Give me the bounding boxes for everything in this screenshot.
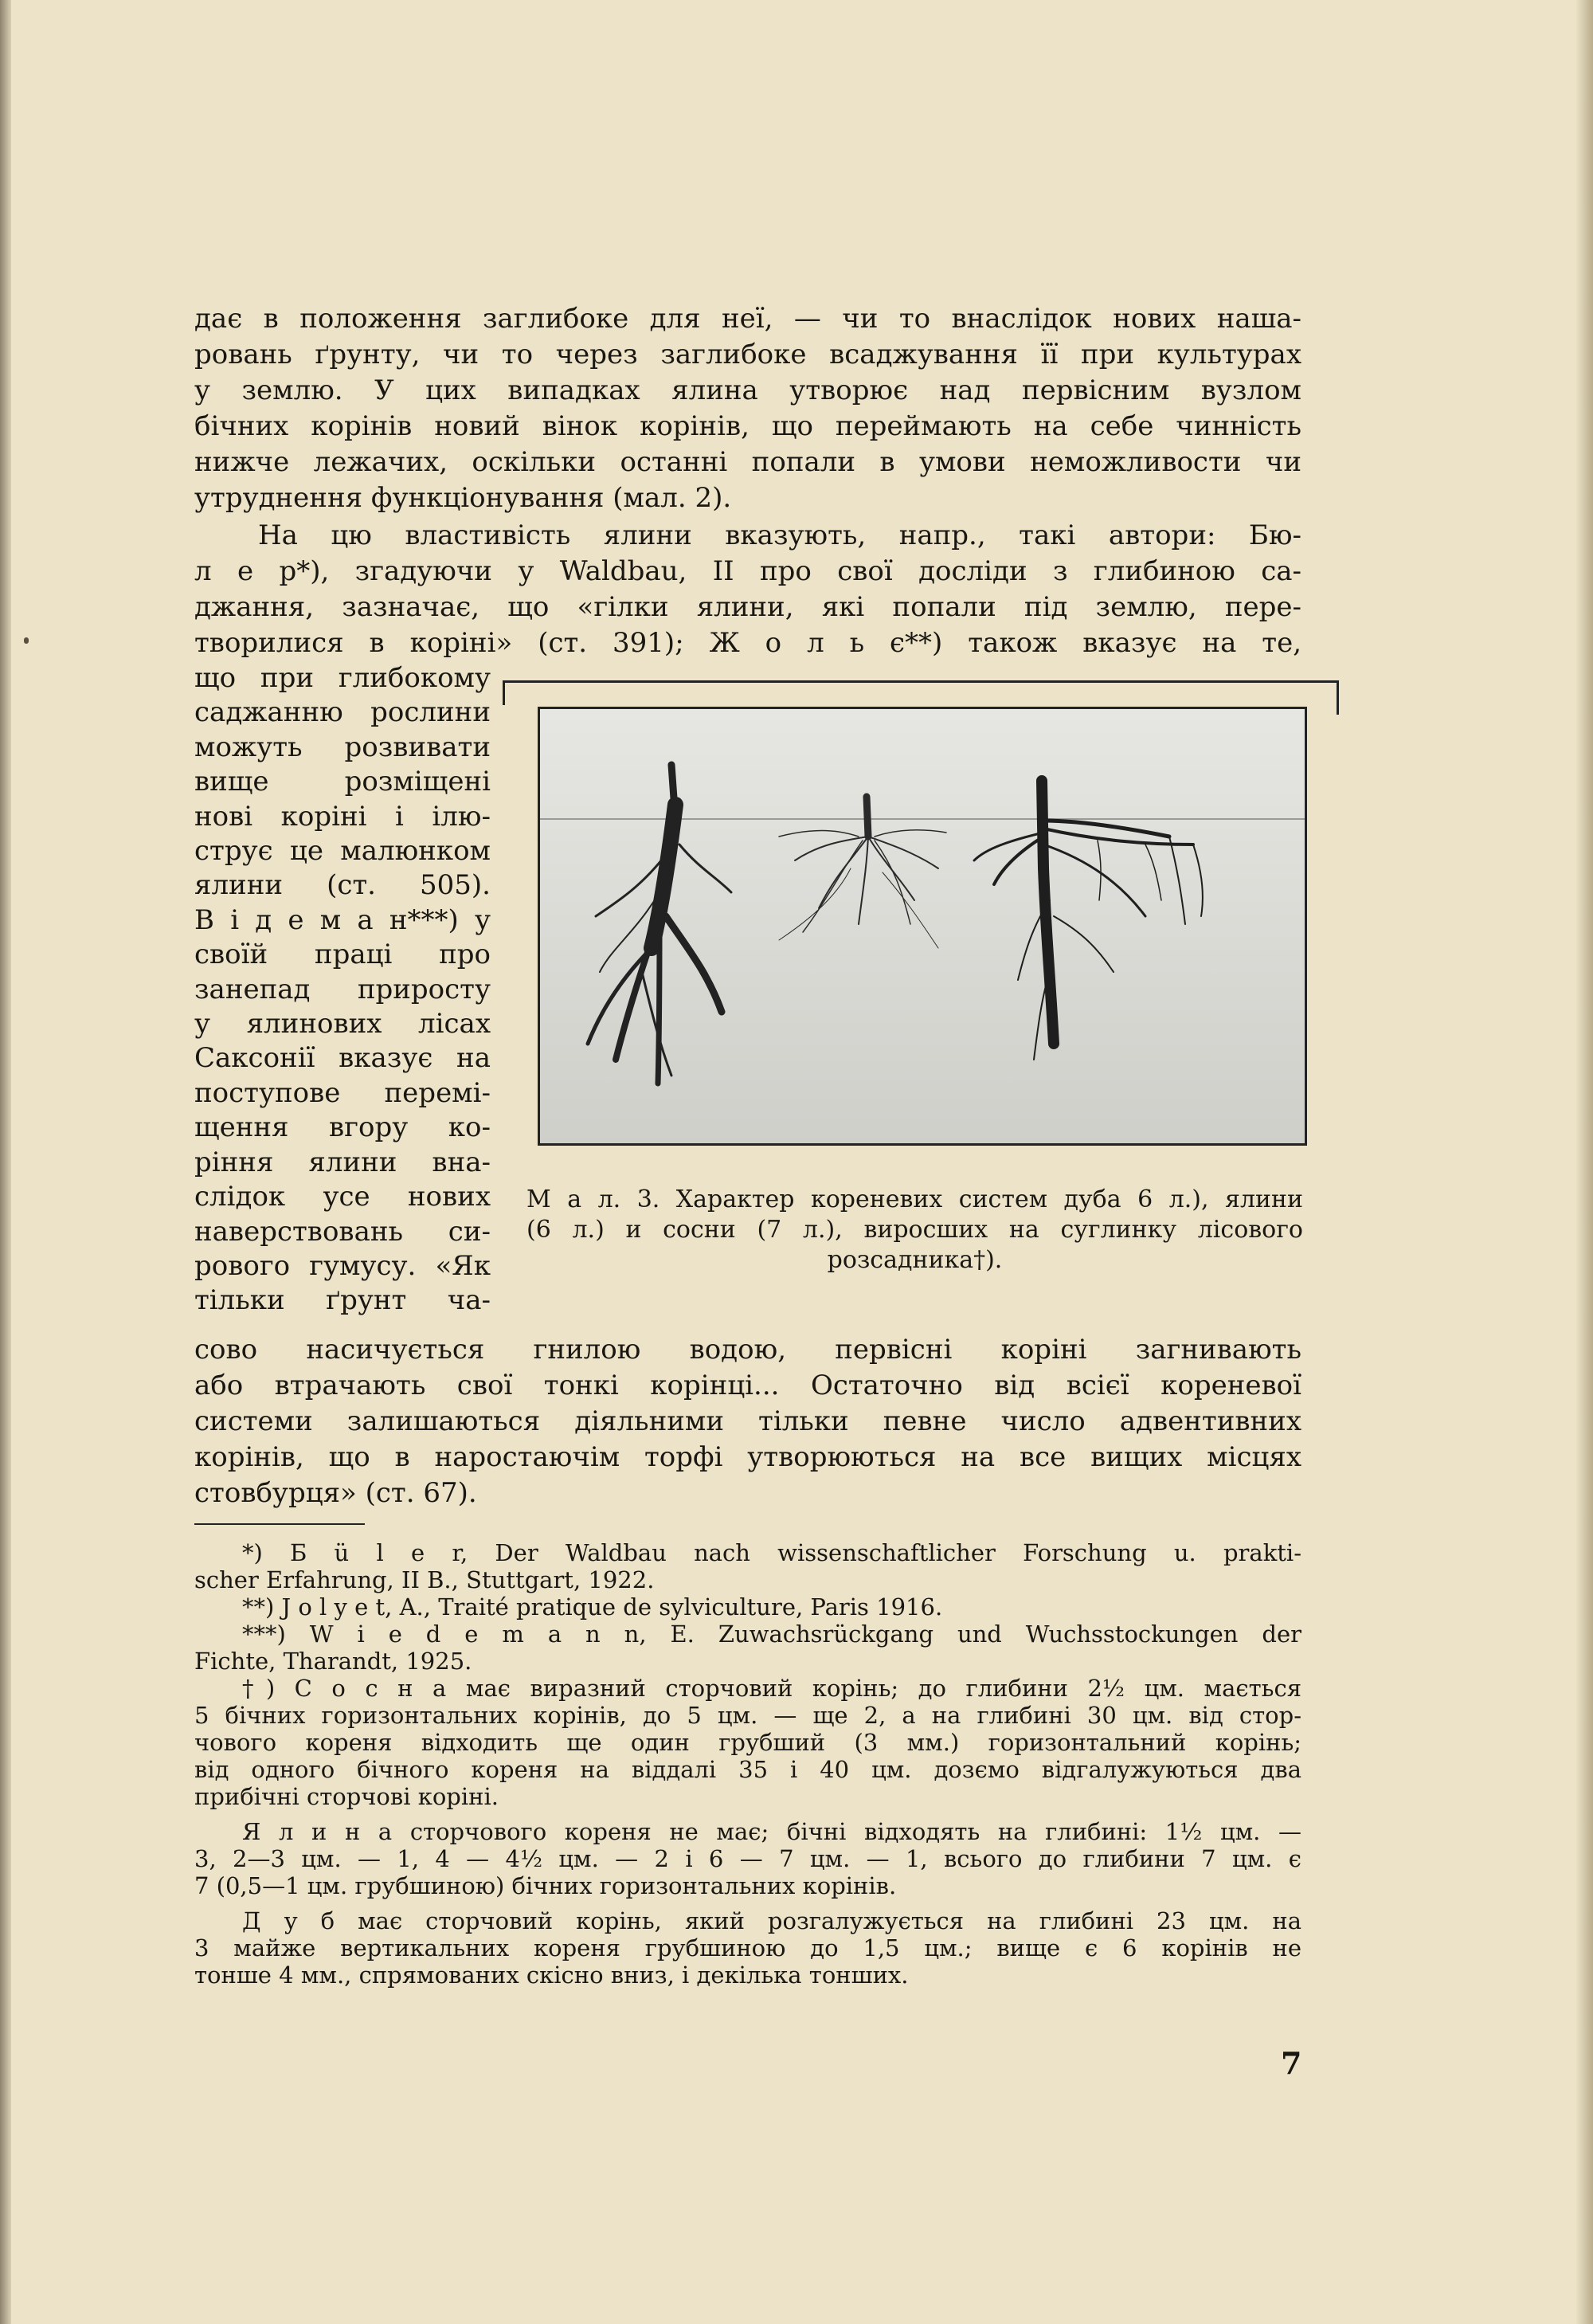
text-line: джання, зазначає, що «гілки ялини, які попали під землю, пере- <box>194 591 1301 623</box>
root-systems-illustration <box>540 709 1305 1143</box>
wrapped-text-column <box>194 661 491 1319</box>
text-line: сово насичується гнилою водою, первісні коріні загнивають <box>194 1334 1301 1366</box>
text-line: саджанню рослини <box>194 696 491 729</box>
page-number: 7 <box>1281 2045 1302 2081</box>
footnote-line: *) Б ü l e r, Der Waldbau nach wissenschaftlicher Forschung u. prakti- <box>242 1539 1301 1566</box>
footnote-line: тонше 4 мм., спрямованих скісно вниз, і декілька тонших. <box>194 1961 909 1989</box>
text-line: На цю властивість ялини вказують, напр., такі автори: Бю- <box>258 519 1301 551</box>
text-line: нижче лежачих, оскільки останні попали в умови неможливости чи <box>194 446 1301 478</box>
footnote-line: Fichte, Tharandt, 1925. <box>194 1648 472 1675</box>
paragraph-1 <box>194 301 1301 516</box>
footnote-line: scher Erfahrung, II B., Stuttgart, 1922. <box>194 1566 655 1593</box>
footnote-line: ***) W i e d e m a n n, E. Zuwachsrückgang und Wuchsstockungen der <box>242 1621 1301 1648</box>
text-line: творилися в коріні» (ст. 391); Ж о л ь є**) також вказує на те, <box>194 627 1301 659</box>
footnote-line: 3 майже вертикальних кореня грубшиною до 1,5 цм.; вище є 6 корінів не <box>194 1934 1301 1961</box>
page-right-edge <box>1575 0 1593 2324</box>
footnote-line: 5 бічних горизонтальних корінів, до 5 цм. — ще 2, а на глибині 30 цм. від стор- <box>194 1702 1301 1729</box>
text-line: у землю. У цих випадках ялина утворює над первісним вузлом <box>194 374 1301 406</box>
text-line: у ялинових лісах <box>194 1008 491 1041</box>
footnote-line: Я л и н а сторчового кореня не має; бічні відходять на глибині: 1½ цм. — <box>242 1818 1301 1845</box>
text-line: системи залишаються діяльними тільки певне число адвентивних <box>194 1405 1301 1437</box>
footnote-line: 3, 2—3 цм. — 1, 4 — 4½ цм. — 2 і 6 — 7 цм. — 1, всього до глибини 7 цм. є <box>194 1845 1301 1872</box>
footnote-line: чового кореня відходить ще один грубший (3 мм.) горизонтальний корінь; <box>194 1729 1301 1756</box>
text-line: стовбурця» (ст. 67). <box>194 1477 477 1509</box>
text-line: струє це малюнком <box>194 835 491 868</box>
text-line: або втрачають свої тонкі корінці... Остаточно від всієї кореневої <box>194 1370 1301 1401</box>
footnote-line: Д у б має сторчовий корінь, який розгалужується на глибині 23 цм. на <box>242 1907 1301 1934</box>
text-line: наверствовань си- <box>194 1215 491 1248</box>
text-line: щення вгору ко- <box>194 1111 491 1144</box>
footnote-divider <box>194 1523 365 1525</box>
text-line: ялини (ст. 505). <box>194 869 491 902</box>
text-line: л е р*), згадуючи у Waldbau, II про свої досліди з глибиною са- <box>194 555 1301 587</box>
text-line: дає в положення заглибоке для неї, — чи то внаслідок нових наша- <box>194 303 1301 335</box>
caption-line: (6 л.) и сосни (7 л.), виросших на суглинку лісового <box>526 1216 1303 1244</box>
text-line: бічних корінів новий вінок корінів, що переймають на себе чинність <box>194 410 1301 442</box>
text-line: ріння ялини вна- <box>194 1146 491 1178</box>
footnote-gap <box>194 1810 1301 1818</box>
footnote-gap <box>194 1899 1301 1907</box>
text-line: своїй праці про <box>194 939 491 971</box>
text-line: В і д е м а н***) у <box>194 903 491 936</box>
text-line: що при глибокому <box>194 662 491 694</box>
text-line: рового гумусу. «Як <box>194 1249 491 1282</box>
caption-line: М а л. 3. Характер кореневих систем дуба 6 л.), ялини <box>526 1186 1303 1213</box>
text-line: Саксонії вказує на <box>194 1042 491 1075</box>
margin-mark <box>24 637 29 644</box>
text-line: вище розміщені <box>194 766 491 798</box>
paragraph-2 <box>194 518 1301 661</box>
text-line: нові коріні і ілю- <box>194 800 491 833</box>
text-line: поступове перемі- <box>194 1076 491 1109</box>
footnote-line: від одного бічного кореня на віддалі 35 і 40 цм. дозємо відгалужуються два <box>194 1756 1301 1783</box>
footnote-line: †) С о с н а має виразний сторчовий корінь; до глибини 2½ цм. мається <box>242 1675 1301 1702</box>
figure-caption <box>526 1185 1303 1276</box>
footnote-line: прибічні сторчові коріні. <box>194 1783 499 1810</box>
text-line: корінів, що в наростаючім торфі утворюються на все вищих місцях <box>194 1441 1301 1473</box>
text-line: утруднення функціонування (мал. 2). <box>194 482 732 514</box>
page-binding-edge <box>0 0 11 2324</box>
footnotes <box>194 1539 1301 1989</box>
footnote-line: 7 (0,5—1 цм. грубшиною) бічних горизонтальних корінів. <box>194 1872 897 1899</box>
text-line: слідок усе нових <box>194 1181 491 1213</box>
caption-line: розсадника†). <box>827 1246 1003 1274</box>
text-line: можуть розвивати <box>194 731 491 763</box>
paragraph-3 <box>194 1332 1301 1511</box>
text-line: тільки ґрунт ча- <box>194 1284 491 1317</box>
footnote-line: **) J o l y e t, A., Traité pratique de sylviculture, Paris 1916. <box>242 1593 943 1621</box>
text-line: занепад приросту <box>194 973 491 1005</box>
figure-root-systems-photo <box>538 707 1307 1146</box>
text-line: ровань ґрунту, чи то через заглибоке всаджування її при культурах <box>194 339 1301 370</box>
